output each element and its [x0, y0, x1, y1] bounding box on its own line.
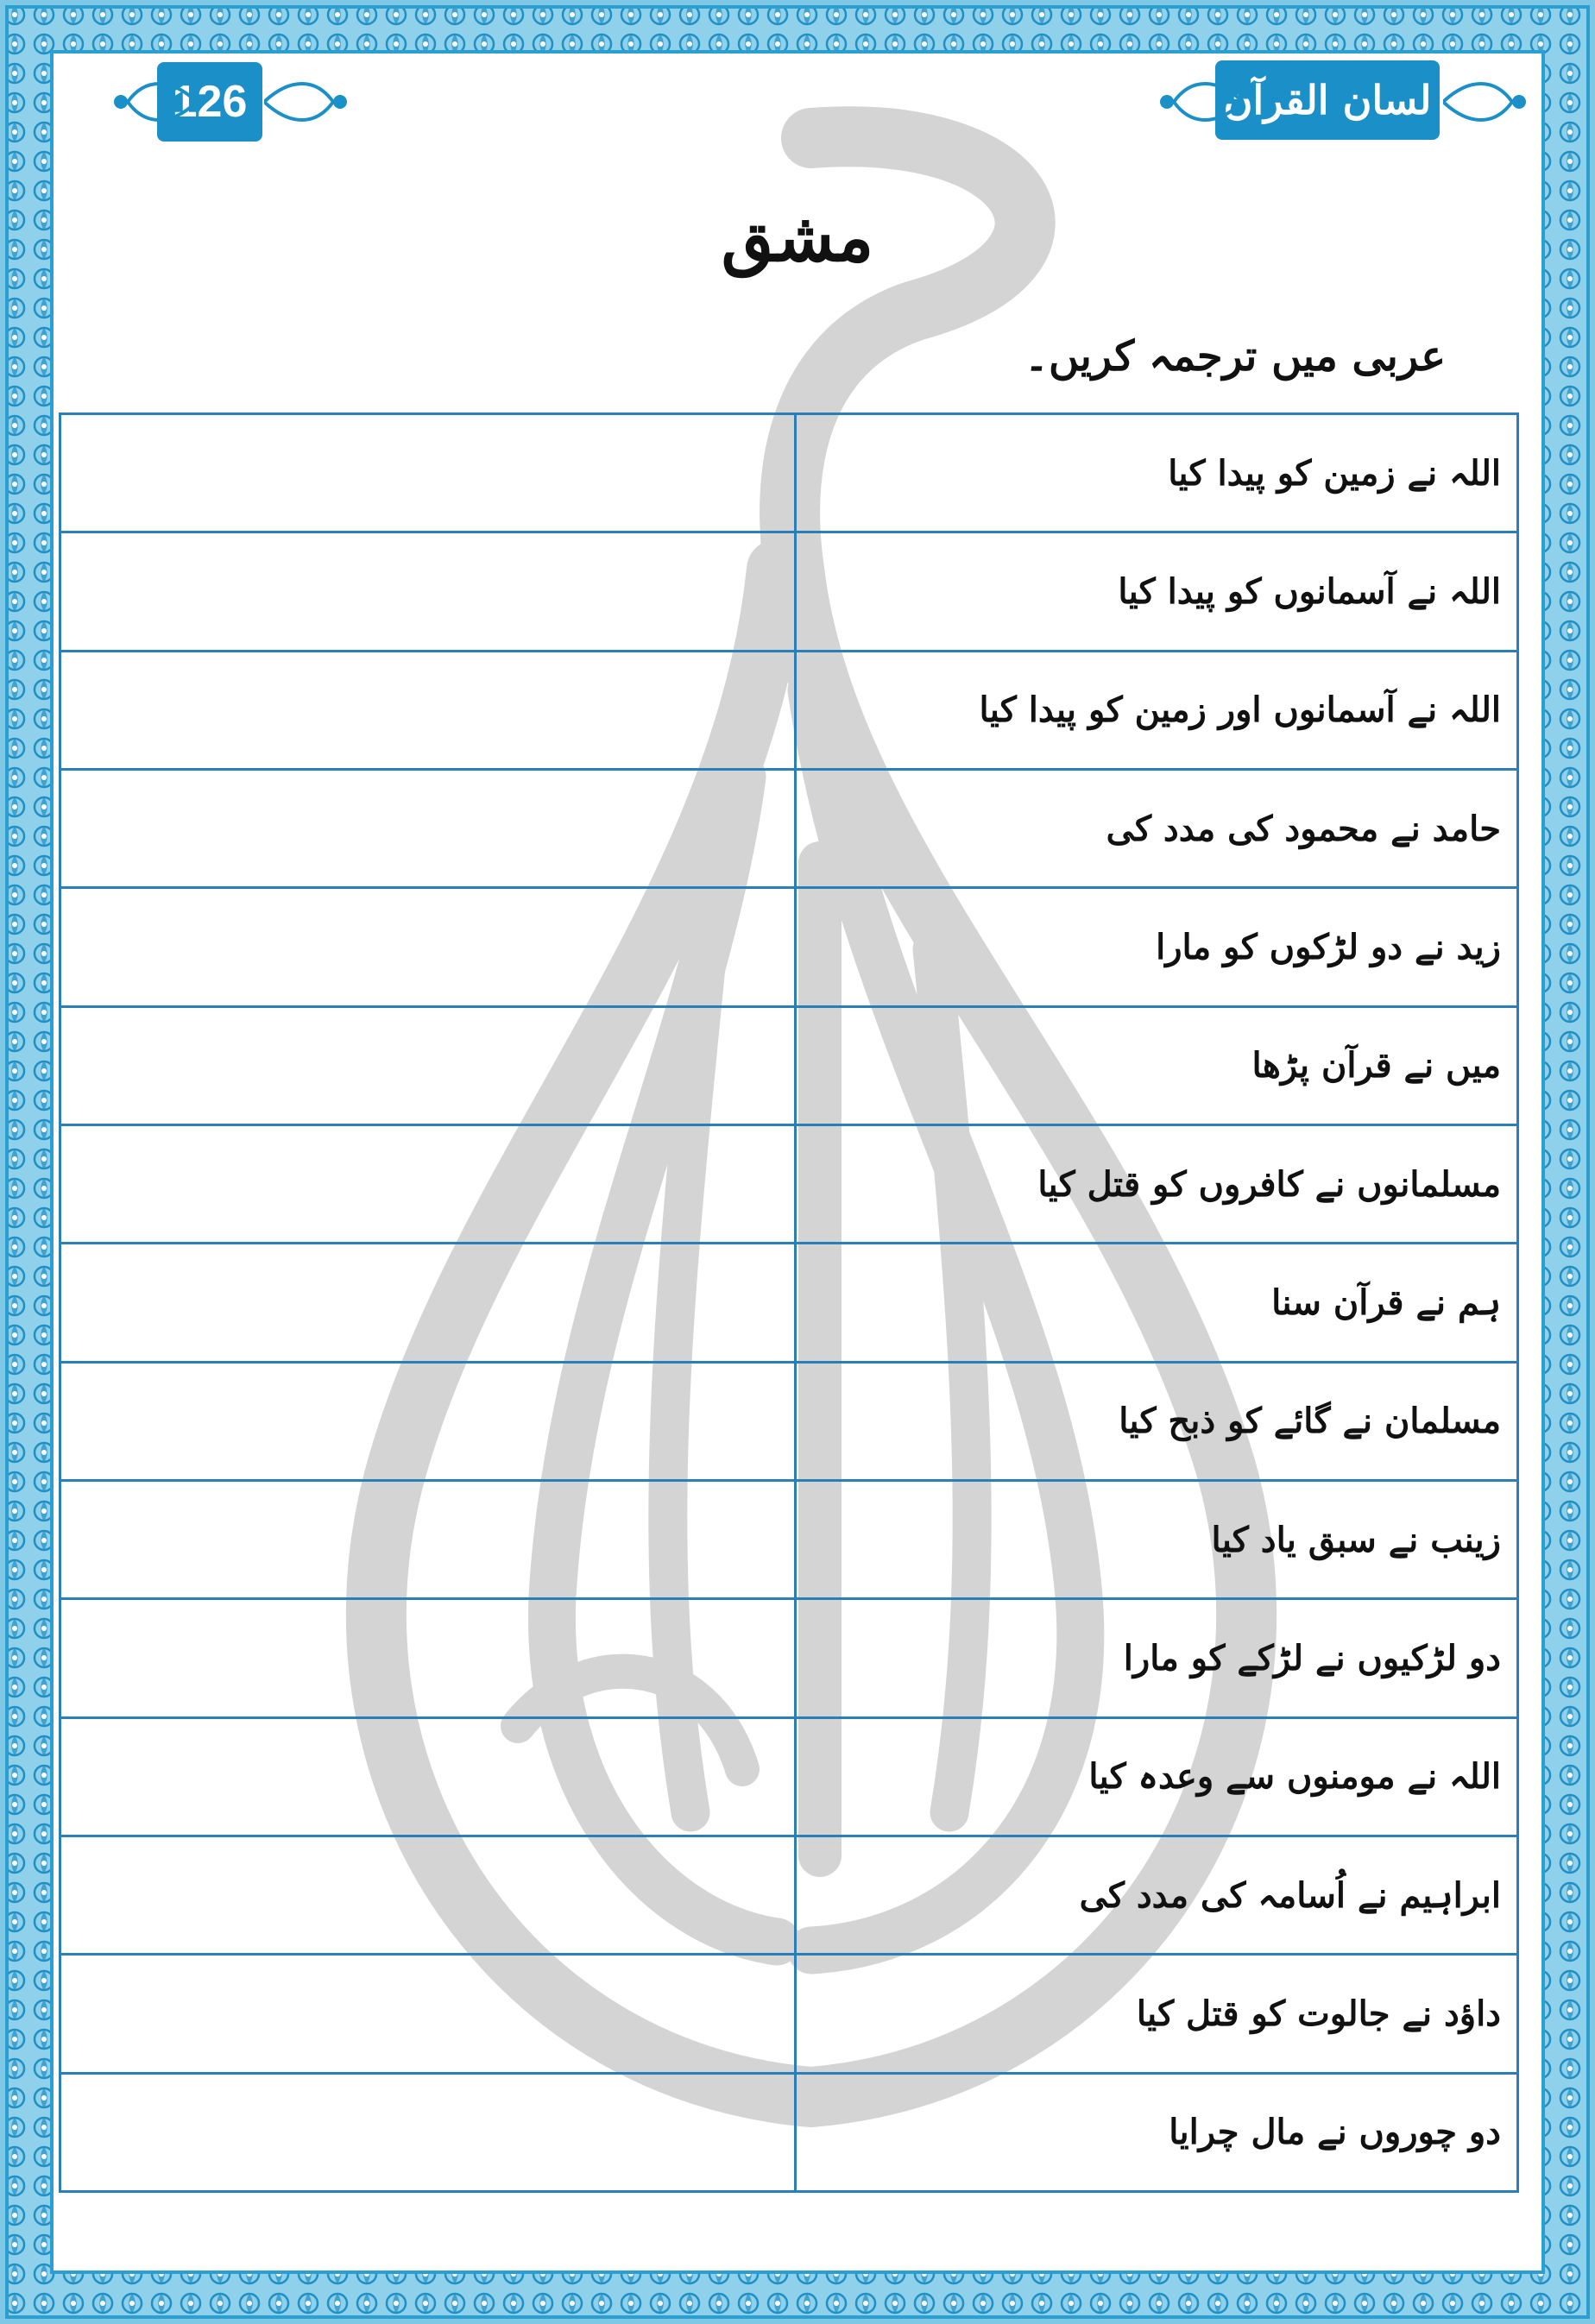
sentence-cell: زید نے دو لڑکوں کو مارا	[796, 888, 1518, 1006]
sentence-cell: مسلمانوں نے کافروں کو قتل کیا	[796, 1124, 1518, 1243]
sentence-cell: ابراہیم نے اُسامہ کی مدد کی	[796, 1836, 1518, 1954]
answer-cell[interactable]	[60, 2073, 796, 2191]
answer-cell[interactable]	[60, 1836, 796, 1954]
sentence-cell: اللہ نے آسمانوں کو پیدا کیا	[796, 532, 1518, 651]
answer-cell[interactable]	[60, 1955, 796, 2073]
answer-cell[interactable]	[60, 1362, 796, 1480]
title-ornament-left-icon	[1157, 69, 1243, 135]
exercise-heading: مشق	[721, 198, 874, 277]
table-row	[60, 2073, 1518, 2191]
answer-cell[interactable]	[60, 1124, 796, 1243]
answer-cell[interactable]	[60, 1599, 796, 1717]
sentence-cell: زینب نے سبق یاد کیا	[796, 1480, 1518, 1598]
sentence-cell: اللہ نے آسمانوں اور زمین کو پیدا کیا	[796, 651, 1518, 769]
table-row	[60, 1362, 1518, 1480]
answer-cell[interactable]	[60, 532, 796, 651]
page-number-badge: 126	[157, 62, 262, 142]
table-row	[60, 1244, 1518, 1362]
sentence-cell: اللہ نے زمین کو پیدا کیا	[796, 414, 1518, 532]
answer-cell[interactable]	[60, 414, 796, 532]
sentence-cell: میں نے قرآن پڑھا	[796, 1006, 1518, 1124]
answer-cell[interactable]	[60, 1480, 796, 1598]
table-row	[60, 414, 1518, 532]
table-row	[60, 769, 1518, 887]
table-row	[60, 1955, 1518, 2073]
page-ornament-right-icon	[264, 69, 350, 135]
sentence-cell: داؤد نے جالوت کو قتل کیا	[796, 1955, 1518, 2073]
book-title-badge: لسان القرآن	[1215, 60, 1440, 140]
answer-cell[interactable]	[60, 888, 796, 1006]
table-row	[60, 651, 1518, 769]
sentence-cell: ہم نے قرآن سنا	[796, 1244, 1518, 1362]
sentence-cell: اللہ نے مومنوں سے وعدہ کیا	[796, 1717, 1518, 1836]
answer-cell[interactable]	[60, 769, 796, 887]
table-row	[60, 1599, 1518, 1717]
translation-table	[59, 413, 1519, 2193]
sentence-cell: حامد نے محمود کی مدد کی	[796, 769, 1518, 887]
table-row	[60, 1836, 1518, 1954]
answer-cell[interactable]	[60, 651, 796, 769]
sentence-cell: دو لڑکیوں نے لڑکے کو مارا	[796, 1599, 1518, 1717]
table-row	[60, 1006, 1518, 1124]
sentence-cell: مسلمان نے گائے کو ذبح کیا	[796, 1362, 1518, 1480]
table-row	[60, 888, 1518, 1006]
table-row	[60, 1480, 1518, 1598]
exercise-instruction: عربی میں ترجمہ کریں۔	[1024, 332, 1446, 381]
answer-cell[interactable]	[60, 1244, 796, 1362]
table-row	[60, 1124, 1518, 1243]
title-ornament-right-icon	[1443, 69, 1529, 135]
table-row	[60, 1717, 1518, 1836]
table-row	[60, 532, 1518, 651]
answer-cell[interactable]	[60, 1717, 796, 1836]
sentence-cell: دو چوروں نے مال چرایا	[796, 2073, 1518, 2191]
answer-cell[interactable]	[60, 1006, 796, 1124]
page-ornament-left-icon	[110, 69, 197, 135]
